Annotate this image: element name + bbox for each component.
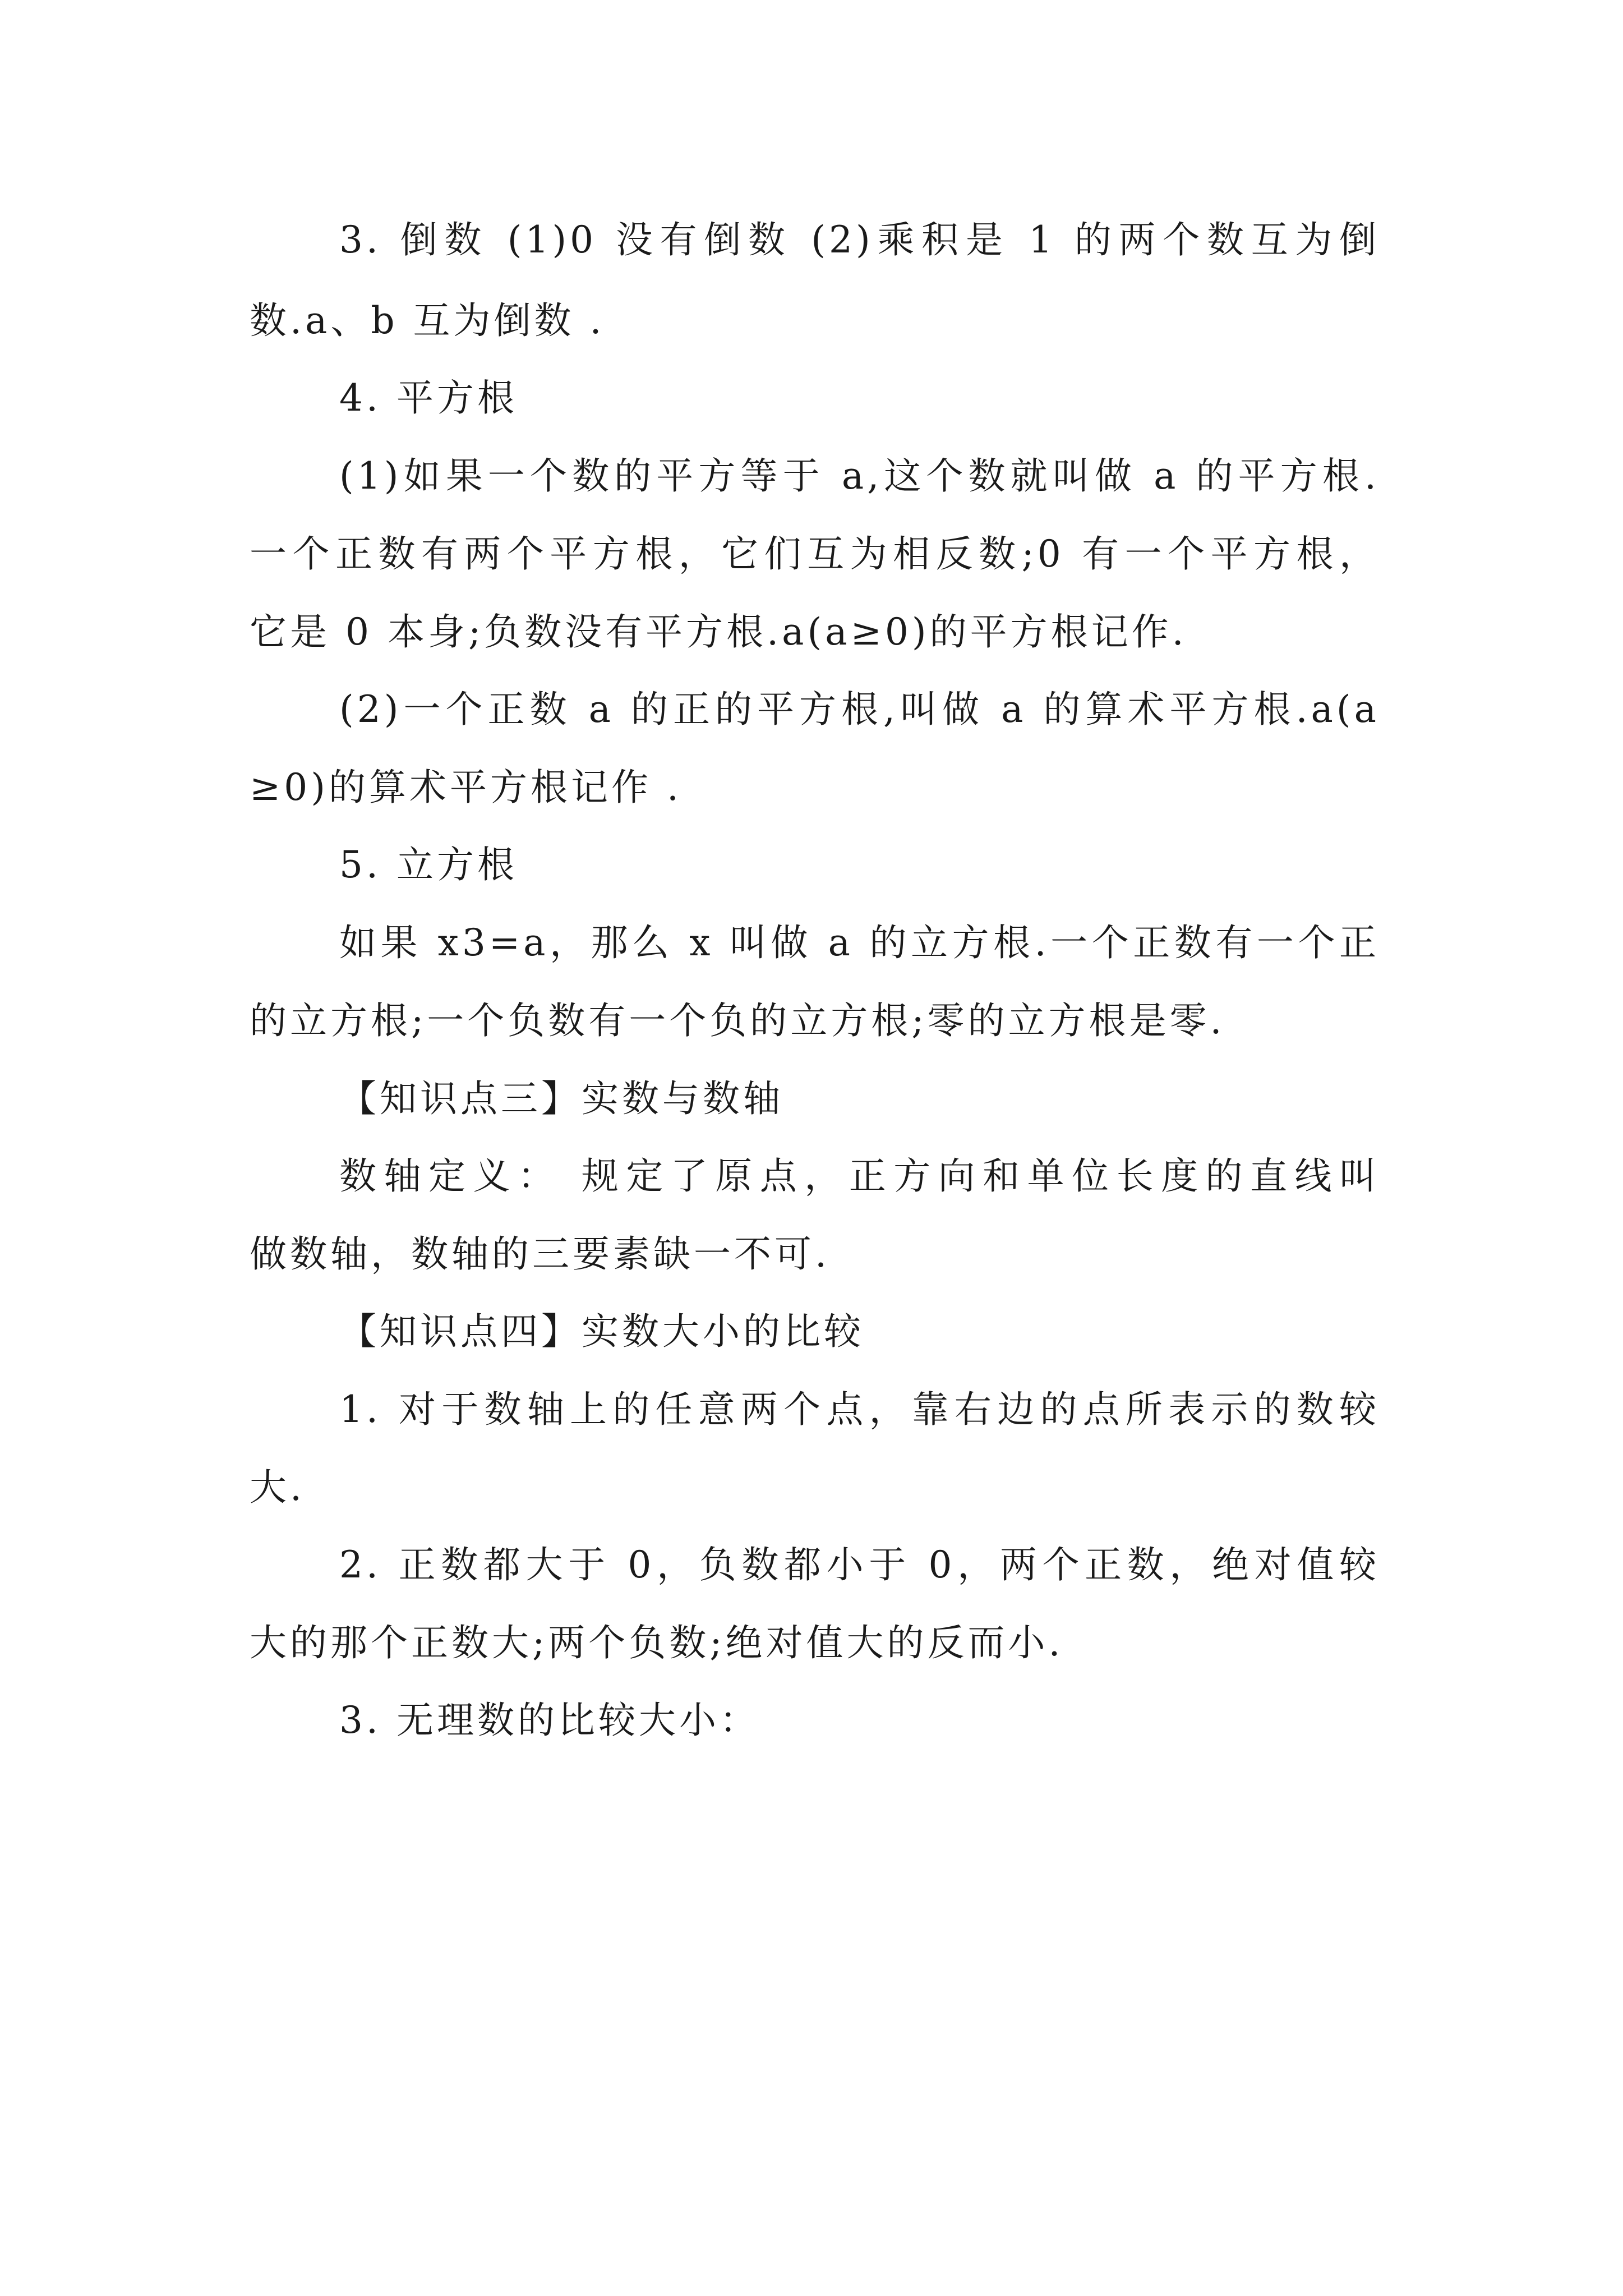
text-line-reciprocal-2: 数.a、b 互为倒数 . — [250, 299, 605, 342]
text-line-reciprocal-1: 3. 倒数 (1)0 没有倒数 (2)乘积是 1 的两个数互为倒 — [339, 218, 1380, 261]
text-line-cube-root-2: 的立方根;一个负数有一个负的立方根;零的立方根是零. — [250, 999, 1225, 1042]
heading-knowledge-point-4: 【知识点四】实数大小的比较 — [339, 1310, 864, 1353]
heading-cube-root: 5. 立方根 — [339, 843, 518, 886]
text-line-number-line-2: 做数轴，数轴的三要素缺一不可. — [250, 1232, 830, 1276]
text-line-compare-1: 1. 对于数轴上的任意两个点，靠右边的点所表示的数较 — [339, 1388, 1380, 1431]
text-line-compare-3: 2. 正数都大于 0，负数都小于 0，两个正数，绝对值较 — [339, 1543, 1380, 1586]
text-line-square-root-2: 一个正数有两个平方根，它们互为相反数;0 有一个平方根， — [250, 532, 1380, 576]
text-line-arithmetic-root-1: (2)一个正数 a 的正的平方根,叫做 a 的算术平方根.a(a — [339, 688, 1380, 731]
heading-knowledge-point-3: 【知识点三】实数与数轴 — [339, 1077, 783, 1120]
text-line-cube-root-1: 如果 x3=a，那么 x 叫做 a 的立方根.一个正数有一个正 — [339, 921, 1380, 964]
heading-square-root: 4. 平方根 — [339, 376, 518, 420]
text-line-square-root-1: (1)如果一个数的平方等于 a,这个数就叫做 a 的平方根. — [339, 454, 1380, 498]
text-line-irrational-compare: 3. 无理数的比较大小： — [339, 1699, 760, 1742]
text-line-compare-2: 大. — [250, 1466, 305, 1509]
text-line-compare-4: 大的那个正数大;两个负数;绝对值大的反而小. — [250, 1621, 1064, 1664]
text-line-arithmetic-root-2: ≥0)的算术平方根记作 . — [250, 766, 682, 809]
text-line-number-line-1: 数轴定义： 规定了原点，正方向和单位长度的直线叫 — [339, 1154, 1380, 1198]
text-line-square-root-3: 它是 0 本身;负数没有平方根.a(a≥0)的平方根记作. — [250, 610, 1187, 654]
